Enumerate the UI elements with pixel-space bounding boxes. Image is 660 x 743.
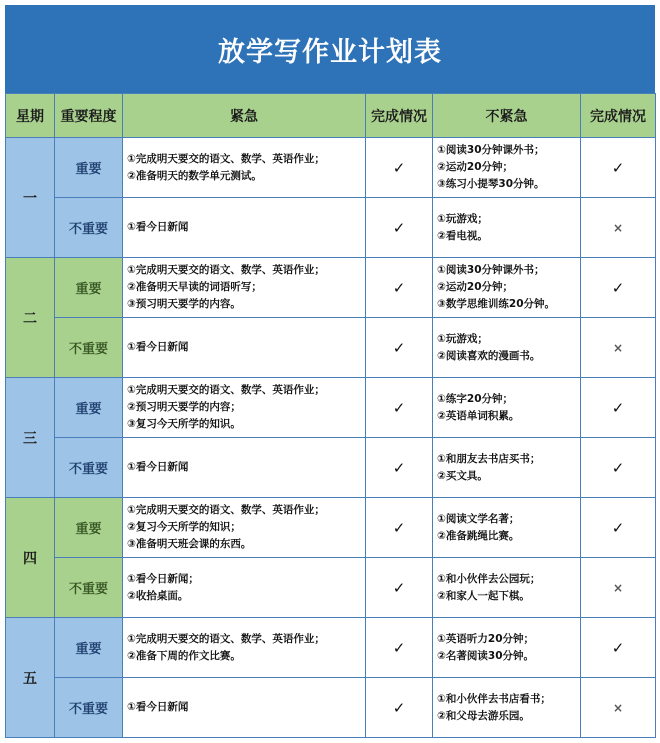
table-row	[6, 618, 656, 678]
table-row	[6, 258, 656, 318]
weekday-cell: 一	[6, 138, 55, 258]
task-item: ②阅读喜欢的漫画书。	[437, 349, 541, 362]
not-urgent-tasks-cell	[433, 438, 581, 498]
importance-cell: 重要	[55, 498, 123, 558]
task-item: ②预习明天要学的内容；	[127, 401, 241, 413]
not-urgent-tasks-cell	[433, 378, 581, 438]
not-urgent-status-mark: ×	[581, 198, 656, 258]
not-urgent-status-mark: ✓	[581, 498, 656, 558]
urgent-tasks-cell	[123, 378, 366, 438]
task-item: ②准备明天的数学单元测试。	[127, 169, 262, 182]
importance-cell: 不重要	[55, 558, 123, 618]
not-urgent-tasks-cell	[433, 318, 581, 378]
urgent-tasks-cell	[123, 678, 366, 738]
header-urgent: 紧急	[123, 94, 366, 138]
not-urgent-tasks-cell	[433, 618, 581, 678]
header-not-urgent-status: 完成情况	[581, 94, 656, 138]
task-item: ①玩游戏；	[437, 212, 488, 225]
task-item: ②运动20分钟；	[437, 161, 514, 173]
urgent-status-mark: ✓	[366, 378, 433, 438]
task-item: ②和父母去游乐园。	[437, 709, 530, 722]
task-item: ②复习今天所学的知识；	[127, 521, 241, 533]
task-item: ②英语单词积累。	[437, 409, 520, 422]
urgent-tasks-cell	[123, 258, 366, 318]
task-item: ①完成明天要交的语文、数学、英语作业；	[127, 384, 325, 396]
task-item: ②名著阅读30分钟。	[437, 649, 535, 662]
not-urgent-tasks-cell	[433, 678, 581, 738]
table-row	[6, 558, 656, 618]
task-item: ①看今日新闻	[127, 701, 189, 713]
urgent-tasks-cell	[123, 138, 366, 198]
table-row	[6, 198, 656, 258]
table-row	[6, 438, 656, 498]
task-item: ①阅读文学名著；	[437, 512, 520, 525]
task-item: ①玩游戏；	[437, 332, 488, 345]
urgent-tasks-cell	[123, 438, 366, 498]
header-weekday: 星期	[6, 94, 55, 138]
urgent-status-mark: ✓	[366, 138, 433, 198]
task-item: ②运动20分钟；	[437, 281, 514, 293]
urgent-status-mark: ✓	[366, 198, 433, 258]
weekday-cell: 四	[6, 498, 55, 618]
importance-cell: 重要	[55, 378, 123, 438]
importance-cell: 重要	[55, 258, 123, 318]
table-row	[6, 378, 656, 438]
header-urgent-status: 完成情况	[366, 94, 433, 138]
importance-cell: 不重要	[55, 318, 123, 378]
weekday-cell: 三	[6, 378, 55, 498]
plan-table	[5, 93, 656, 738]
task-item: ③准备明天班会课的东西。	[127, 538, 252, 550]
task-item: ②看电视。	[437, 229, 488, 242]
not-urgent-status-mark: ✓	[581, 258, 656, 318]
task-item: ③预习明天要学的内容。	[127, 298, 241, 310]
task-item: ①看今日新闻；	[127, 572, 199, 585]
urgent-tasks-cell	[123, 318, 366, 378]
not-urgent-tasks-cell	[433, 558, 581, 618]
urgent-status-mark: ✓	[366, 618, 433, 678]
urgent-status-mark: ✓	[366, 678, 433, 738]
task-item: ②和家人一起下棋。	[437, 589, 530, 602]
importance-cell: 不重要	[55, 678, 123, 738]
task-item: ①英语听力20分钟；	[437, 632, 535, 645]
header-row	[6, 94, 656, 138]
table-row	[6, 138, 656, 198]
task-item: ①看今日新闻	[127, 221, 189, 233]
urgent-tasks-cell	[123, 558, 366, 618]
not-urgent-status-mark: ×	[581, 558, 656, 618]
task-item: ①完成明天要交的语文、数学、英语作业；	[127, 264, 325, 276]
not-urgent-tasks-cell	[433, 138, 581, 198]
header-not-urgent: 不紧急	[433, 94, 581, 138]
task-item: ③复习今天所学的知识。	[127, 418, 241, 430]
not-urgent-status-mark: ✓	[581, 378, 656, 438]
page-title: 放学写作业计划表	[5, 5, 655, 93]
header-importance: 重要程度	[55, 94, 123, 138]
not-urgent-status-mark: ✓	[581, 138, 656, 198]
urgent-tasks-cell	[123, 498, 366, 558]
task-item: ①和朋友去书店买书；	[437, 452, 541, 465]
urgent-status-mark: ✓	[366, 318, 433, 378]
not-urgent-status-mark: ✓	[581, 438, 656, 498]
task-item: ①完成明天要交的语文、数学、英语作业；	[127, 152, 325, 165]
not-urgent-tasks-cell	[433, 258, 581, 318]
table-row	[6, 678, 656, 738]
not-urgent-status-mark: ×	[581, 318, 656, 378]
task-item: ①和小伙伴去公园玩；	[437, 572, 541, 585]
task-item: ①阅读30分钟课外书；	[437, 264, 545, 276]
task-item: ①看今日新闻	[127, 461, 189, 473]
importance-cell: 不重要	[55, 438, 123, 498]
importance-cell: 重要	[55, 618, 123, 678]
weekday-cell: 二	[6, 258, 55, 378]
importance-cell: 重要	[55, 138, 123, 198]
task-item: ③数学思维训练20分钟。	[437, 298, 556, 310]
urgent-tasks-cell	[123, 198, 366, 258]
task-item: ①完成明天要交的语文、数学、英语作业；	[127, 632, 325, 645]
urgent-status-mark: ✓	[366, 438, 433, 498]
urgent-status-mark: ✓	[366, 558, 433, 618]
not-urgent-status-mark: ×	[581, 678, 656, 738]
task-item: ①完成明天要交的语文、数学、英语作业；	[127, 504, 325, 516]
urgent-tasks-cell	[123, 618, 366, 678]
task-item: ①练字20分钟；	[437, 392, 514, 405]
task-item: ②收拾桌面。	[127, 589, 189, 602]
table-row	[6, 498, 656, 558]
task-item: ③练习小提琴30分钟。	[437, 178, 545, 190]
importance-cell: 不重要	[55, 198, 123, 258]
task-item: ②准备明天早读的词语听写；	[127, 281, 262, 293]
weekday-cell: 五	[6, 618, 55, 738]
task-item: ①阅读30分钟课外书；	[437, 144, 545, 156]
task-item: ①和小伙伴去书店看书；	[437, 692, 551, 705]
not-urgent-status-mark: ✓	[581, 618, 656, 678]
urgent-status-mark: ✓	[366, 498, 433, 558]
table-row	[6, 318, 656, 378]
task-item: ①看今日新闻	[127, 341, 189, 353]
not-urgent-tasks-cell	[433, 198, 581, 258]
task-item: ②准备下周的作文比赛。	[127, 649, 241, 662]
urgent-status-mark: ✓	[366, 258, 433, 318]
task-item: ②准备跳绳比赛。	[437, 529, 520, 542]
not-urgent-tasks-cell	[433, 498, 581, 558]
task-item: ②买文具。	[437, 469, 488, 482]
